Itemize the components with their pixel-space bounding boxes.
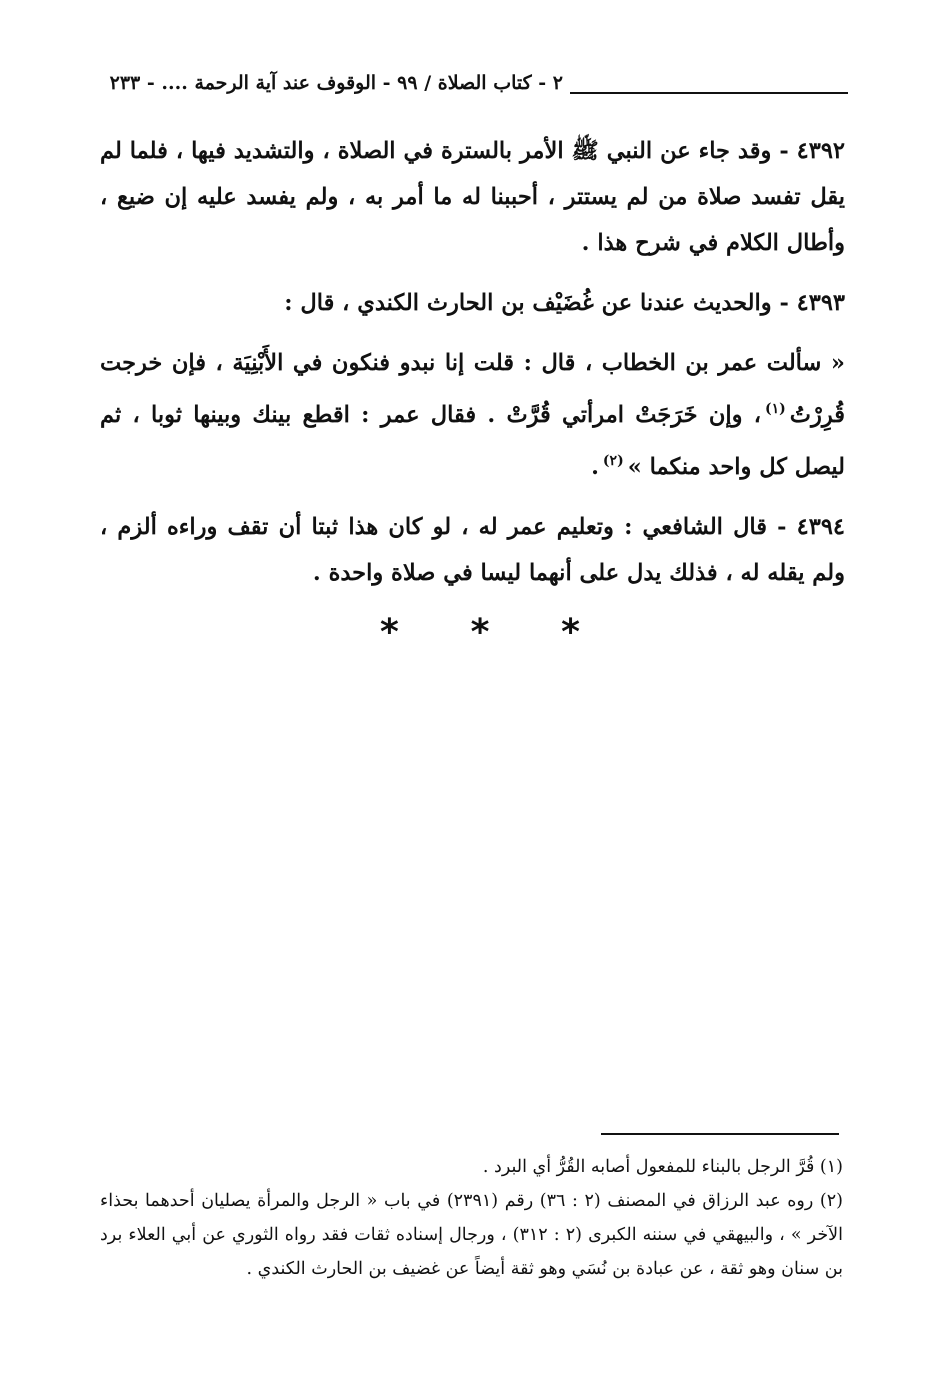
footnote-1: (١) قُرَّ الرجل بالبناء للمفعول أصابه القُرُّ أي البرد . xyxy=(482,1157,843,1177)
paragraph-4392: ٤٣٩٢ - وقد جاء عن النبي ﷺ الأمر بالسترة في الصلاة ، والتشديد فيها ، فلما لم يقل تفسد صلاة من لم يستتر ، أحببنا له ما أمر به ، ولم يفسد عليه إن ضيع ، وأطال الكلام في شرح هذا . xyxy=(100,138,845,256)
running-head: ٢ - كتاب الصلاة / ٩٩ - الوقوف عند آية الرحمة .... - ٢٣٣ xyxy=(109,72,563,94)
paragraph-4394: ٤٣٩٤ - قال الشافعي : وتعليم عمر له ، لو كان هذا ثبتا أن تقف وراءه ألزم ، ولم يقله له ، فذلك يدل على أنهما ليسا في صلاة واحدة . xyxy=(100,514,845,586)
hadith-text-part-2: ، وإن خَرَجَتْ امرأتي قُرَّتْ . فقال عمر : اقطع بينك وبينها ثوبا ، ثم ليصل كل واحد منكما » xyxy=(100,402,845,480)
page-header xyxy=(88,70,848,110)
hadith-text-part-1: « سألت عمر بن الخطاب ، قال : قلت إنا نبدو فنكون في الأَبْنِيَة ، فإن خرجت قُرِرْتُ xyxy=(100,350,845,428)
paragraph-4393: ٤٣٩٣ - والحديث عندنا عن غُضَيْف بن الحارث الكندي ، قال : xyxy=(284,290,845,316)
separator-star: * xyxy=(380,612,399,653)
footnote-ref-1: (١) xyxy=(765,401,786,417)
footnote-rule xyxy=(601,1133,839,1135)
main-text xyxy=(100,128,845,610)
hadith-quote xyxy=(100,340,845,490)
separator-star: * xyxy=(470,612,490,653)
footnote-2: (٢) روه عبد الرزاق في المصنف (٢ : ٣٦) رقم (٢٣٩١) في باب « الرجل والمرأة يصليان أحدهما بحذاء الآخر » ، والبيهقي في سننه الكبرى (٢ : ٣١٢) ، ورجال إسناده ثقات فقد رواه الثوري عن أبي العلاء برد بن سنان وهو ثقة ، عن عبادة بن نُسَي وهو ثقة أيضاً عن غضيف بن الحارث الكندي . xyxy=(100,1191,843,1279)
section-separator xyxy=(380,608,580,658)
footnote-ref-2: (٢) xyxy=(602,453,624,469)
header-rule xyxy=(570,92,848,94)
separator-star: * xyxy=(561,612,580,653)
footnotes xyxy=(100,1150,843,1286)
hadith-text-part-3: . xyxy=(591,454,599,480)
